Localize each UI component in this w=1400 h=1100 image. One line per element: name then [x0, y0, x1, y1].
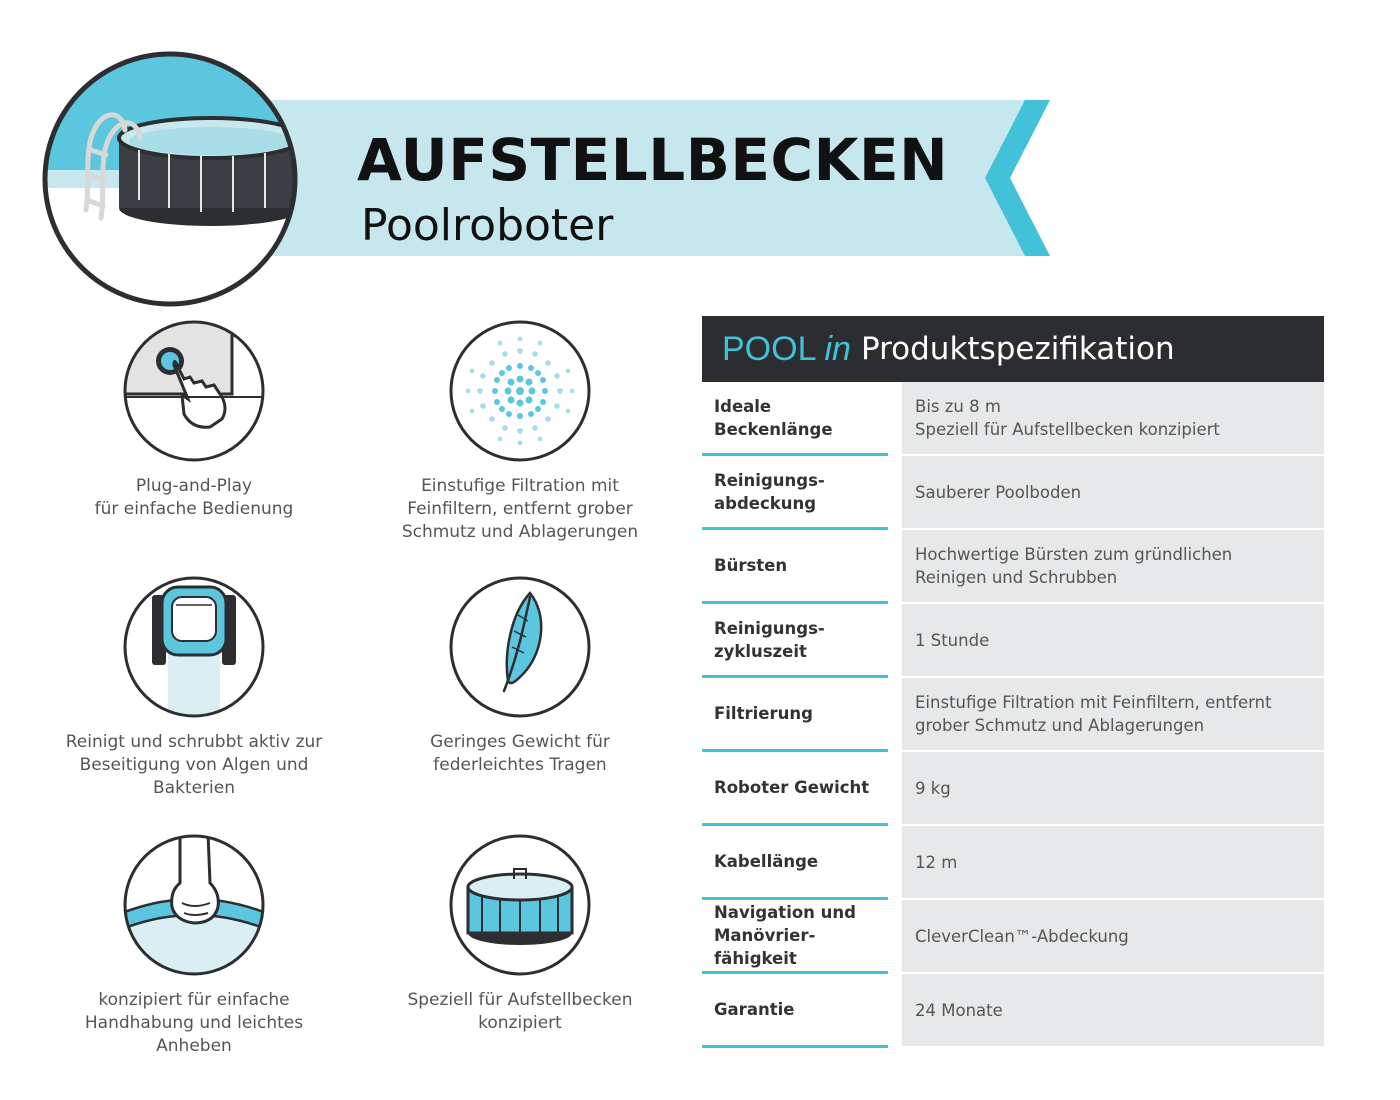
spec-row [702, 900, 1324, 974]
feature-caption: Speziell für Aufstellbecken konzipiert [407, 990, 633, 1033]
feature-above-ground [370, 833, 670, 1035]
spec-row [702, 604, 1324, 678]
spec-label: Kabellänge [702, 826, 888, 900]
spec-table-header [702, 316, 1324, 382]
touch-button-icon [122, 319, 266, 463]
spec-row [702, 678, 1324, 752]
spec-value: Hochwertige Bürsten zum gründlichen Reinigen und Schrubben [902, 530, 1324, 604]
spec-row [702, 974, 1324, 1048]
spec-table [702, 316, 1324, 1048]
feature-caption: Reinigt und schrubbt aktiv zur Beseitigung von Algen und Bakterien [65, 732, 323, 798]
page-title: AUFSTELLBECKEN [357, 126, 949, 194]
above-ground-pool-icon [448, 833, 592, 977]
feature-caption: konzipiert für einfache Handhabung und leichtes Anheben [84, 990, 304, 1056]
spec-label: Reinigungs- zykluszeit [702, 604, 888, 678]
feature-plug-and-play [44, 319, 344, 521]
feature-lightweight [370, 575, 670, 777]
feature-caption: Einstufige Filtration mit Feinfiltern, entfernt grober Schmutz und Ablagerungen [401, 476, 639, 542]
spec-value: CleverClean™-Abdeckung [902, 900, 1324, 974]
spec-label: Filtrierung [702, 678, 888, 752]
spec-label: Navigation und Manövrier- fähigkeit [702, 900, 888, 974]
brand-logo-in: in [824, 329, 851, 368]
spec-row [702, 456, 1324, 530]
feature-caption: Geringes Gewicht für federleichtes Tragen [430, 732, 610, 775]
spec-value: Bis zu 8 m Speziell für Aufstellbecken konzipiert [902, 382, 1324, 456]
page-subtitle: Poolroboter [361, 200, 614, 251]
feature-filtration [370, 319, 670, 544]
feature-caption: Plug-and-Play für einfache Bedienung [94, 476, 294, 519]
spec-value: 24 Monate [902, 974, 1324, 1048]
spec-value: Einstufige Filtration mit Feinfiltern, entfernt grober Schmutz und Ablagerungen [902, 678, 1324, 752]
spec-row [702, 382, 1324, 456]
robot-brush-icon [122, 575, 266, 719]
spec-value: 9 kg [902, 752, 1324, 826]
spec-row [702, 530, 1324, 604]
spec-table-title: Produktspezifikation [860, 331, 1175, 367]
hand-lift-icon [122, 833, 266, 977]
spec-label: Bürsten [702, 530, 888, 604]
spec-value: Sauberer Poolboden [902, 456, 1324, 530]
spec-label: Roboter Gewicht [702, 752, 888, 826]
filter-dots-icon [448, 319, 592, 463]
above-ground-pool-hero-icon [41, 50, 299, 308]
feature-scrubbing [44, 575, 344, 800]
spec-label: Ideale Beckenlänge [702, 382, 888, 456]
spec-value: 12 m [902, 826, 1324, 900]
spec-value: 1 Stunde [902, 604, 1324, 678]
spec-row [702, 826, 1324, 900]
spec-row [702, 752, 1324, 826]
spec-label: Garantie [702, 974, 888, 1048]
feature-easy-handling [44, 833, 344, 1058]
brand-logo-pool: POOL [722, 329, 817, 368]
feather-icon [448, 575, 592, 719]
spec-label: Reinigungs- abdeckung [702, 456, 888, 530]
